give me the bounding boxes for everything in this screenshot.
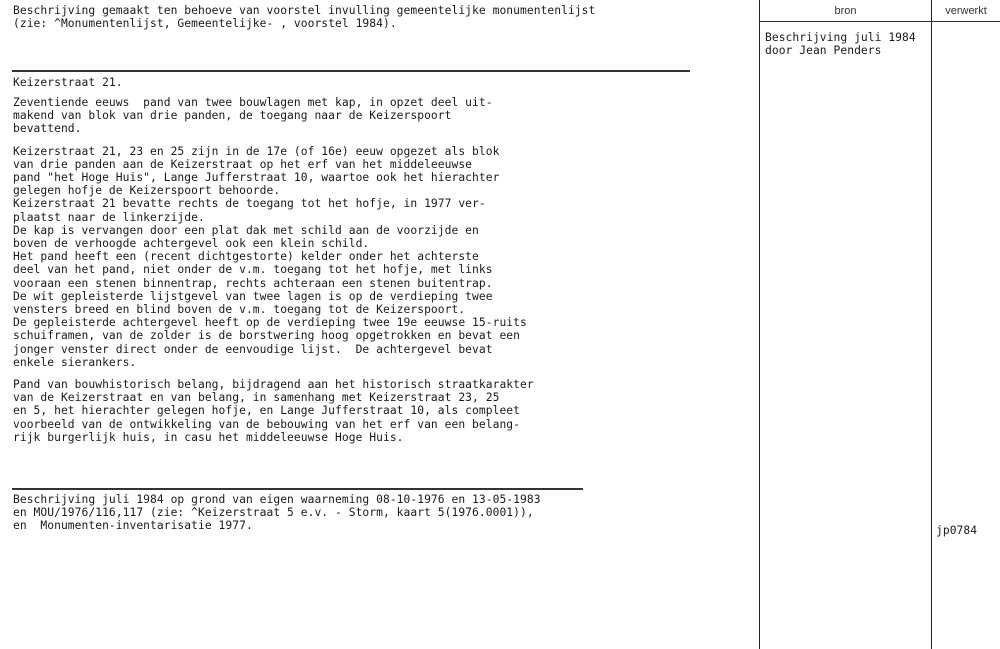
- paragraph-description: Keizerstraat 21, 23 en 25 zijn in de 17e (of 16e) eeuw opgezet als blok van drie panden aan de Keizerstraat op het erf van het middeleeuwse pand "het Hoge Huis", Lange Jufferstraat 10, waartoe ook het hierachter gelegen hofje de Keizerspoort behoorde. Keizerstraat 21 bevatte rechts de toegang tot het hofje, in 1977 ver- plaatst naar de linkerzijde. De kap is vervangen door een plat dak met schild aan de voorzijde en boven de verhoogde achtergevel ook een klein schild. Het pand heeft een (recent dichtgestorte) kelder onder het achterste deel van het pand, niet onder de v.m. toegang tot het hofje, met links vooraan een stenen binnentrap, rechts achteraan een stenen buitentrap. De wit gepleisterde lijstgevel van twee lagen is op de verdieping twee vensters breed en blind boven de v.m. toegang tot de Keizerspoort. De gepleisterde achtergevel heeft op de verdieping twee 19e eeuwse 15-ruits schuiframen, van de zolder is de borstwering hoog opgetrokken en bevat een jonger venster direct onder de eenvoudige lijst. De achtergevel bevat enkele sierankers.: [13, 144, 527, 369]
- header-rule: [759, 21, 1000, 22]
- paragraph-significance: Pand van bouwhistorisch belang, bijdragend aan het historisch straatkarakter van de Keizerstraat en van belang, in samenhang met Keizerstraat 23, 25 en 5, het hierachter gelegen hofje, en Lange Jufferstraat 10, als compleet voorbeeld van de ontwikkeling van de bebouwing van het erf van een belang- rijk burgerlijk huis, in casu het middeleeuwse Hoge Huis.: [13, 378, 534, 444]
- section-rule-top: [12, 70, 690, 72]
- divider-verwerkt: [931, 0, 932, 649]
- section-rule-bottom: [12, 488, 583, 490]
- divider-bron: [759, 0, 760, 649]
- column-header-bron: bron: [834, 5, 857, 17]
- verwerkt-code: jp0784: [936, 524, 978, 537]
- paragraph-summary: Zeventiende eeuws pand van twee bouwlagen met kap, in opzet deel uit- makend van blok van drie panden, de toegang naar de Keizerspoort bevattend.: [13, 96, 493, 136]
- main-body: [13, 96, 534, 444]
- main-title: Keizerstraat 21.: [13, 76, 123, 89]
- footer-source-text: Beschrijving juli 1984 op grond van eigen waarneming 08-10-1976 en 13-05-1983 en MOU/1976/116,117 (zie: ^Keizerstraat 5 e.v. - Storm, kaart 5(1976.0001)), en Monumenten-inventarisatie 1977.: [13, 493, 541, 533]
- bron-text: Beschrijving juli 1984 door Jean Penders: [765, 31, 916, 58]
- intro-text: Beschrijving gemaakt ten behoeve van voorstel invulling gemeentelijke monumentenlijst (zie: ^Monumentenlijst, Gemeentelijke- , voorstel 1984).: [13, 4, 596, 31]
- column-header-verwerkt: verwerkt: [945, 5, 987, 17]
